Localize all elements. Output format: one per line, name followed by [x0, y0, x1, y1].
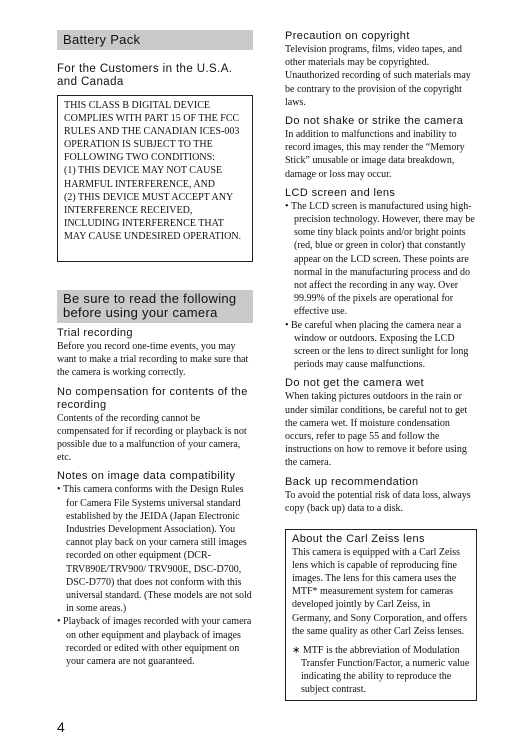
wet-text: When taking pictures outdoors in the rain or under similar conditions, be careful not to get the camera wet. If moisture condensation occurs, refer to page 55 and follow the instructions on how to remove it before using the camera. [285, 391, 468, 469]
no-compensation-heading: No compensation for contents of the recording [57, 385, 248, 411]
backup-heading: Back up recommendation [285, 475, 419, 488]
lcd-list [285, 200, 477, 372]
lcd-heading: LCD screen and lens [285, 186, 396, 199]
fcc-condition-1: (1) THIS DEVICE MAY NOT CAUSE HARMFUL INTERFERENCE, AND [64, 165, 223, 190]
fcc-notice-box [57, 95, 253, 262]
shake-text: In addition to malfunctions and inability to record images, this may render the “Memory Stick” unusable or image data breakdown, damage or loss may occur. [285, 129, 465, 180]
list-item: • This camera conforms with the Design Rules for Camera File Systems universal standard established by the JEIDA (Japan Electronic Industries Development Association). You cannot play back on your camera still images recorded on other equipment (DCR-TRV890E/TRV900/ TRV900E, DSC-D700, DSC-D770) that does not conform with this universal standard. (These models are not sold in some areas.) [57, 483, 253, 615]
no-compensation-text: Contents of the recording cannot be compensated for if recording or playback is not possible due to a malfunction of your camera, etc. [57, 412, 247, 464]
battery-pack-bar: Battery Pack [57, 30, 253, 50]
carl-zeiss-box [285, 529, 477, 701]
wet-heading: Do not get the camera wet [285, 377, 425, 390]
left-column [57, 30, 253, 668]
image-compat-heading: Notes on image data compatibility [57, 470, 236, 483]
copyright-heading: Precaution on copyright [285, 30, 410, 42]
list-item: • Playback of images recorded with your camera on other equipment and playback of images recorded or edited with other equipment on your camera are not guaranteed. [57, 615, 253, 668]
fcc-condition-2: (2) THIS DEVICE MUST ACCEPT ANY INTERFERENCE RECEIVED, INCLUDING INTERFERENCE THAT MAY CAUSE UNDESIRED OPERATION. [64, 191, 242, 242]
list-item: • Be careful when placing the camera near a window or outdoors. Exposing the LCD screen or the lens to direct sunlight for long periods may cause malfunctions. [285, 319, 477, 372]
trial-recording-text: Before you record one-time events, you may want to make a trial recording to make sure that the camera is working correctly. [57, 341, 249, 379]
shake-heading: Do not shake or strike the camera [285, 115, 464, 128]
right-column [285, 30, 477, 701]
trial-recording-heading: Trial recording [57, 327, 133, 339]
list-item: • The LCD screen is manufactured using high-precision technology. However, there may be some tiny black points and/or bright points (red, blue or green in color) that constantly appear on the LCD screen. These points are normal in the manufacturing process and do not affect the recording in any way. Over 99.99% of the pixels are operational for effective use. [285, 200, 477, 319]
backup-text: To avoid the potential risk of data loss, always copy (back up) data to a disk. [285, 489, 471, 514]
copyright-text: Television programs, films, video tapes, and other materials may be copyrighted. Unauthorized recording of such materials may be contrary to the provision of the copyright laws. [285, 44, 471, 108]
mtf-footnote: ∗ MTF is the abbreviation of Modulation Transfer Function/Factor, a numeric value indicating the ability to reproduce the subject contrast. [292, 644, 470, 696]
read-before-use-bar: Be sure to read the following before using your camera [57, 290, 253, 323]
carl-zeiss-text: This camera is equipped with a Carl Zeiss lens which is capable of reproducing fine images. The lens for this camera uses the MTF* measurement system for cameras developed jointly by Carl Zeiss, in Germany, and Sony Corporation, and offers the same quality as other Carl Zeiss lenses. [292, 547, 467, 637]
customers-heading: For the Customers in the U.S.A. and Canada [57, 63, 233, 88]
image-compat-list [57, 483, 253, 668]
page-number: 4 [57, 719, 65, 735]
fcc-notice-text: THIS CLASS B DIGITAL DEVICE COMPLIES WITH PART 15 OF THE FCC RULES AND THE CANADIAN ICES-003 OPERATION IS SUBJECT TO THE FOLLOWING TWO CONDITIONS: [64, 100, 240, 164]
carl-zeiss-heading: About the Carl Zeiss lens [292, 533, 425, 546]
